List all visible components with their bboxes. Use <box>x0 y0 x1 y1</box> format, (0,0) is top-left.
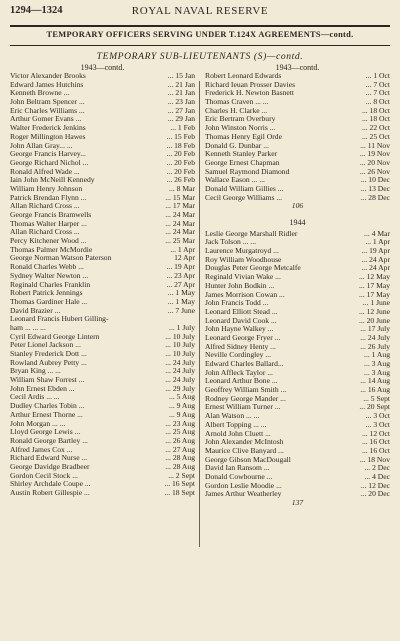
officer-name: Rodney George Mander ... <box>205 393 286 403</box>
seniority-date: ... 15 Feb <box>166 131 195 141</box>
officer-name: John Francis Todd ... <box>205 298 269 308</box>
officer-name: Edward James Hutchins <box>10 79 84 89</box>
seniority-date: ... 17 Mar <box>165 201 195 211</box>
officer-name: Donald G. Dunbar ... <box>205 140 269 150</box>
seniority-date: ... 20 Feb <box>166 149 195 159</box>
officer-name: Leonard David Cook ... <box>205 315 277 325</box>
officer-name: William Shaw Forrest ... <box>10 375 85 385</box>
seniority-date: ... 13 Dec <box>360 183 390 193</box>
seniority-date: ... 28 Aug <box>165 453 195 463</box>
officer-name: Neville Cordingley ... <box>205 350 272 360</box>
seniority-date: ... 12 May <box>358 272 390 282</box>
officer-name: Arthur Ernest Thorne ... <box>10 409 83 419</box>
seniority-date: ... 27 Jan <box>167 105 195 115</box>
officer-name: Frederick H. Newton Basnett <box>205 88 294 98</box>
seniority-date: ... 21 Jan <box>167 79 195 89</box>
officer-name: Reginald Charles Franklin <box>10 279 91 289</box>
seniority-date: ... 16 Sept <box>164 479 195 489</box>
seniority-date: ... 23 Aug <box>165 418 195 428</box>
officer-name: Walter Frederick Jenkins <box>10 123 86 133</box>
officer-name: Allan Richard Cross ... <box>10 227 80 237</box>
seniority-date: ... 19 Apr <box>361 246 390 256</box>
page-header <box>10 5 390 19</box>
officer-name: Dudley Charles Tobin ... <box>10 401 85 411</box>
officer-name: Geoffrey William Smith ... <box>205 385 287 395</box>
seniority-date: ... 24 Apr <box>361 263 390 273</box>
officer-name: Richard Edward Nurse ... <box>10 453 88 463</box>
officer-name: Ronald Alfred Wade ... <box>10 166 80 176</box>
seniority-date: ... 8 Oct <box>365 97 390 107</box>
left-column-heading: 1943—contd. <box>80 63 125 72</box>
officer-name: Thomas Palmer McMordie <box>10 244 93 254</box>
officer-name: Ronald Charles Webb ... <box>10 262 84 272</box>
officer-name: Shirley Archdale Coupe ... <box>10 479 91 489</box>
seniority-date: ... 18 Oct <box>361 114 390 124</box>
seniority-date: ... 24 July <box>165 357 195 367</box>
seniority-date: ... 7 Oct <box>365 88 390 98</box>
officer-name: Leslie George Marshall Ridler <box>205 228 298 238</box>
seniority-date: ... 1 May <box>167 288 195 298</box>
officer-name: John Winston Norris ... <box>205 123 276 133</box>
seniority-date: ... 1 June <box>362 298 390 308</box>
seniority-date: ... 16 Aug <box>360 385 390 395</box>
officer-name: Thomas Walter Harper ... <box>10 218 87 228</box>
officer-name: Albert Topping ... ... <box>205 419 267 429</box>
officer-name: Rowland Aubrey Petty ... <box>10 357 87 367</box>
officer-name: Samuel Raymond Diamond <box>205 166 290 176</box>
officer-name: David Ian Ransom ... <box>205 463 270 473</box>
officer-name: Iain John McNeill Kennedy <box>10 175 95 185</box>
seniority-date: ... 12 June <box>358 306 390 316</box>
officer-name: William Henry Johnson <box>10 183 83 193</box>
officer-name: Sydney Walter Newton ... <box>10 270 89 280</box>
page-title: ROYAL NAVAL RESERVE <box>131 5 269 17</box>
seniority-date: ... 10 July <box>165 349 195 358</box>
seniority-date: ... 25 Aug <box>165 427 195 437</box>
seniority-date: ... 5 Sept <box>363 393 390 403</box>
seniority-date: ... 26 Aug <box>165 435 195 445</box>
officer-name: George Norman Watson Paterson <box>10 253 112 263</box>
seniority-date: ... 18 Sept <box>164 488 195 497</box>
seniority-date: ... 20 Sept <box>359 402 390 412</box>
left-column <box>10 63 195 498</box>
officer-name: Wallace Eason ... ... <box>205 175 265 185</box>
seniority-date: ... 11 Nov <box>360 140 390 150</box>
officer-name: George Ernest Chapman <box>205 157 280 167</box>
subheading-bar <box>10 25 390 46</box>
officer-name: David Brazier ... <box>10 305 61 315</box>
officer-name: Richard Ieuan Prosser Davies <box>205 79 296 89</box>
officer-name: Allan Richard Cross ... <box>10 201 80 211</box>
page-range: 1294—1324 <box>10 5 63 16</box>
officer-name: Kenneth Stanley Parker <box>205 149 278 159</box>
officer-name: Thomas Gardiner Hale ... <box>10 296 88 306</box>
officer-name: Laurence Murgatroyd ... <box>205 246 279 256</box>
seniority-date: ... 20 Nov <box>359 157 390 167</box>
seniority-date: ... 29 July <box>165 383 195 393</box>
seniority-date: ... 9 Aug <box>169 409 195 419</box>
seniority-date: ... 1 May <box>167 296 195 306</box>
seniority-date: ... 5 Aug <box>169 392 195 402</box>
seniority-date: ... 20 Feb <box>166 166 195 176</box>
right-column-heading: 1943—contd. <box>275 63 320 72</box>
seniority-date: ... 28 Aug <box>165 461 195 471</box>
seniority-date: ... 3 Aug <box>364 359 390 368</box>
seniority-date: ... 21 Jan <box>167 88 195 98</box>
officer-name: Alfred James Cox ... <box>10 444 73 454</box>
year-heading-1944: 1944 <box>289 218 306 227</box>
seniority-date: ... 24 Apr <box>361 254 390 264</box>
seniority-date: ... 27 Aug <box>165 444 195 454</box>
officer-name: George Gibson MacDougall <box>205 454 291 464</box>
seniority-date: ... 4 Dec <box>364 471 390 481</box>
officer-name: Ernest William Turner ... <box>205 402 281 412</box>
seniority-date: ... 2 Sept <box>168 470 195 480</box>
officer-name: George Francis Harvey... <box>10 149 86 159</box>
seniority-date: ... 20 Dec <box>360 489 390 499</box>
seniority-date: ... 10 July <box>165 340 195 350</box>
officer-name: Eric Bertram Overbury <box>205 114 276 124</box>
officer-name: Austin Robert Gillespie ... <box>10 488 90 497</box>
officer-name: Gordon Leslie Moodie ... <box>205 480 282 490</box>
seniority-date: ... 16 Oct <box>361 445 390 455</box>
seniority-date: ... 4 Mar <box>364 228 390 238</box>
officer-name: Victor Alexander Brooks <box>10 71 86 80</box>
seniority-date: ... 2 Dec <box>364 463 390 473</box>
subheading: TEMPORARY OFFICERS SERVING UNDER T.124X AGREEMENTS—contd. <box>46 30 354 39</box>
officer-name: Jack Tolson ... ... <box>205 237 257 247</box>
seniority-date: ... 29 Jan <box>167 114 195 124</box>
seniority-date: ... 19 Nov <box>359 149 390 159</box>
officer-name: ham ... ... ... <box>10 322 46 332</box>
officer-name: James Arthur Weatherley <box>205 489 282 499</box>
officer-name: Donald Cowbourne ... <box>205 471 273 481</box>
seniority-date: ... 25 Oct <box>361 131 390 141</box>
seniority-date: ... 22 Oct <box>361 123 390 133</box>
seniority-date: ... 10 July <box>165 331 195 341</box>
officer-name: Cecil Ardis ... ... <box>10 392 60 402</box>
officer-name: Roy William Woodhouse <box>205 254 282 264</box>
left-entry-list <box>10 72 195 498</box>
officer-name: George Francis Bramwells <box>10 210 92 219</box>
seniority-date: ... 1 Apr <box>170 244 195 254</box>
officer-name: Peter Lionel Jackson ... <box>10 340 81 350</box>
officer-name: Donald William Gillies ... <box>205 183 284 193</box>
officer-name: Eric Charles Williams ... <box>10 105 85 115</box>
seniority-date: ... 24 Mar <box>165 210 195 219</box>
officer-name: Leonard George Fryer ... <box>205 332 281 342</box>
total-1944: 137 <box>291 498 304 507</box>
officer-name: Hunter John Bodkin ... <box>205 280 275 290</box>
right-entry-list <box>205 72 390 202</box>
seniority-date: ... 18 Oct <box>361 105 390 115</box>
officer-name: John Morgan ... ... <box>10 418 66 428</box>
seniority-date: ... 1 Oct <box>365 71 390 80</box>
officer-name: Roger Millington Hawes <box>10 131 86 141</box>
seniority-date: ... 17 May <box>358 289 390 299</box>
officer-name: Patrick Brendan Flynn ... <box>10 192 87 202</box>
seniority-date: ... 17 May <box>358 280 390 290</box>
officer-name: George Richard Nichol ... <box>10 157 89 167</box>
seniority-date: ... 24 July <box>360 332 390 342</box>
officer-name: Thomas Craven ... ... <box>205 97 269 107</box>
officer-name: Stanley Frederick Dott ... <box>10 349 87 358</box>
officer-name: Gordon Cecil Stock ... <box>10 470 78 480</box>
officer-name: Leonard Elliott Stead ... <box>205 306 278 316</box>
seniority-date: ... 23 Apr <box>166 270 195 280</box>
officer-name: Arnold John Cluett ... <box>205 428 271 438</box>
officer-name: Alan Watson ... ... <box>205 411 260 421</box>
officer-name: Cecil George Williams ... <box>205 192 283 202</box>
seniority-date: ... 26 Nov <box>359 166 390 176</box>
officer-name: Leonard Arthur Bone ... <box>205 376 278 386</box>
seniority-date: ... 1 July <box>169 322 195 332</box>
seniority-date: ... 28 Dec <box>360 192 390 202</box>
seniority-date: ... 3 Oct <box>365 411 390 421</box>
seniority-date: ... 26 Feb <box>166 175 195 185</box>
officer-name: Robert Leonard Edwards <box>205 71 282 80</box>
seniority-date: ... 23 Jan <box>167 97 195 107</box>
officer-name: Maurice Clive Banyard ... <box>205 445 284 455</box>
officer-name: John Hayne Walkey ... <box>205 324 274 334</box>
seniority-date: ... 25 Mar <box>165 236 195 246</box>
officer-name: James Morrison Cowan ... <box>205 289 285 299</box>
right-entry-list-1944 <box>205 230 390 499</box>
seniority-date: ... 1 Apr <box>365 237 390 247</box>
officer-name: Cyril Edward George Lintern <box>10 331 100 341</box>
officer-name: Arthur Gomer Evans ... <box>10 114 82 124</box>
seniority-date: ... 24 Mar <box>165 218 195 228</box>
seniority-date: ... 19 Apr <box>166 262 195 272</box>
officer-entry <box>10 489 195 498</box>
officer-name: Charles H. Clarke ... <box>205 105 268 115</box>
seniority-date: 12 Apr <box>174 253 195 263</box>
officer-name: Bryan King ... ... <box>10 366 61 376</box>
officer-name: John Affleck Taylor ... <box>205 367 273 377</box>
officer-name: Kenneth Browne ... <box>10 88 70 98</box>
seniority-date: ... 17 July <box>360 324 390 334</box>
officer-name: Thomas Henry Egil Orde <box>205 131 282 141</box>
seniority-date: ... 9 Aug <box>169 401 195 411</box>
seniority-date: ... 26 July <box>360 341 390 351</box>
seniority-date: ... 24 July <box>165 375 195 385</box>
seniority-date: ... 10 Dec <box>360 175 390 185</box>
officer-name: Robert Patrick Jennings <box>10 288 83 298</box>
seniority-date: ... 15 Jan <box>167 71 195 80</box>
officer-name: George Davidge Bradbeer <box>10 461 90 471</box>
seniority-date: ... 1 Aug <box>364 350 390 360</box>
seniority-date: ... 20 Feb <box>166 157 195 167</box>
seniority-date: ... 3 Oct <box>365 419 390 429</box>
seniority-date: ... 24 Mar <box>165 227 195 237</box>
officer-name: Alfred Sidney Henty ... <box>205 341 276 351</box>
seniority-date: ... 7 June <box>167 305 195 315</box>
officer-name: John Ernest Ebden ... <box>10 383 75 393</box>
officer-name: Douglas Peter George Metcalfe <box>205 263 301 273</box>
seniority-date: ... 8 Mar <box>169 183 195 193</box>
seniority-date: ... 18 Nov <box>359 454 390 464</box>
officer-name: Percy Kitchener Wood ... <box>10 236 87 246</box>
seniority-date: ... 3 Aug <box>364 367 390 377</box>
seniority-date: ... 14 Aug <box>360 376 390 386</box>
right-column <box>205 63 390 508</box>
seniority-date: ... 12 Oct <box>361 428 390 438</box>
column-divider <box>199 81 200 547</box>
seniority-date: ... 20 June <box>358 315 390 325</box>
section-title: TEMPORARY SUB-LIEUTENANTS (S)—contd. <box>96 51 304 62</box>
officer-name: Edward Charles Ballard... <box>205 359 284 368</box>
seniority-date: ... 1 Feb <box>170 123 195 133</box>
seniority-date: ... 15 Mar <box>165 192 195 202</box>
officer-name: Ronald George Bartley ... <box>10 435 88 445</box>
officer-name: John Allan Gray... ... <box>10 140 73 150</box>
officer-name: Leonard Francis Hubert Gilling- <box>10 314 109 324</box>
seniority-date: ... 27 Apr <box>166 279 195 289</box>
officer-name: John Alexander McIntosh <box>205 437 284 447</box>
seniority-date: ... 18 Feb <box>166 140 195 150</box>
total-1943: 106 <box>291 201 304 211</box>
officer-name: Lloyd George Lewis ... <box>10 427 81 437</box>
officer-name: Reginald Vivian Wake ... <box>205 272 281 282</box>
seniority-date: ... 24 July <box>165 366 195 376</box>
officer-name: John Beltram Spencer ... <box>10 97 85 107</box>
seniority-date: ... 7 Oct <box>365 79 390 89</box>
seniority-date: ... 12 Dec <box>360 480 390 490</box>
seniority-date: ... 16 Oct <box>361 437 390 447</box>
